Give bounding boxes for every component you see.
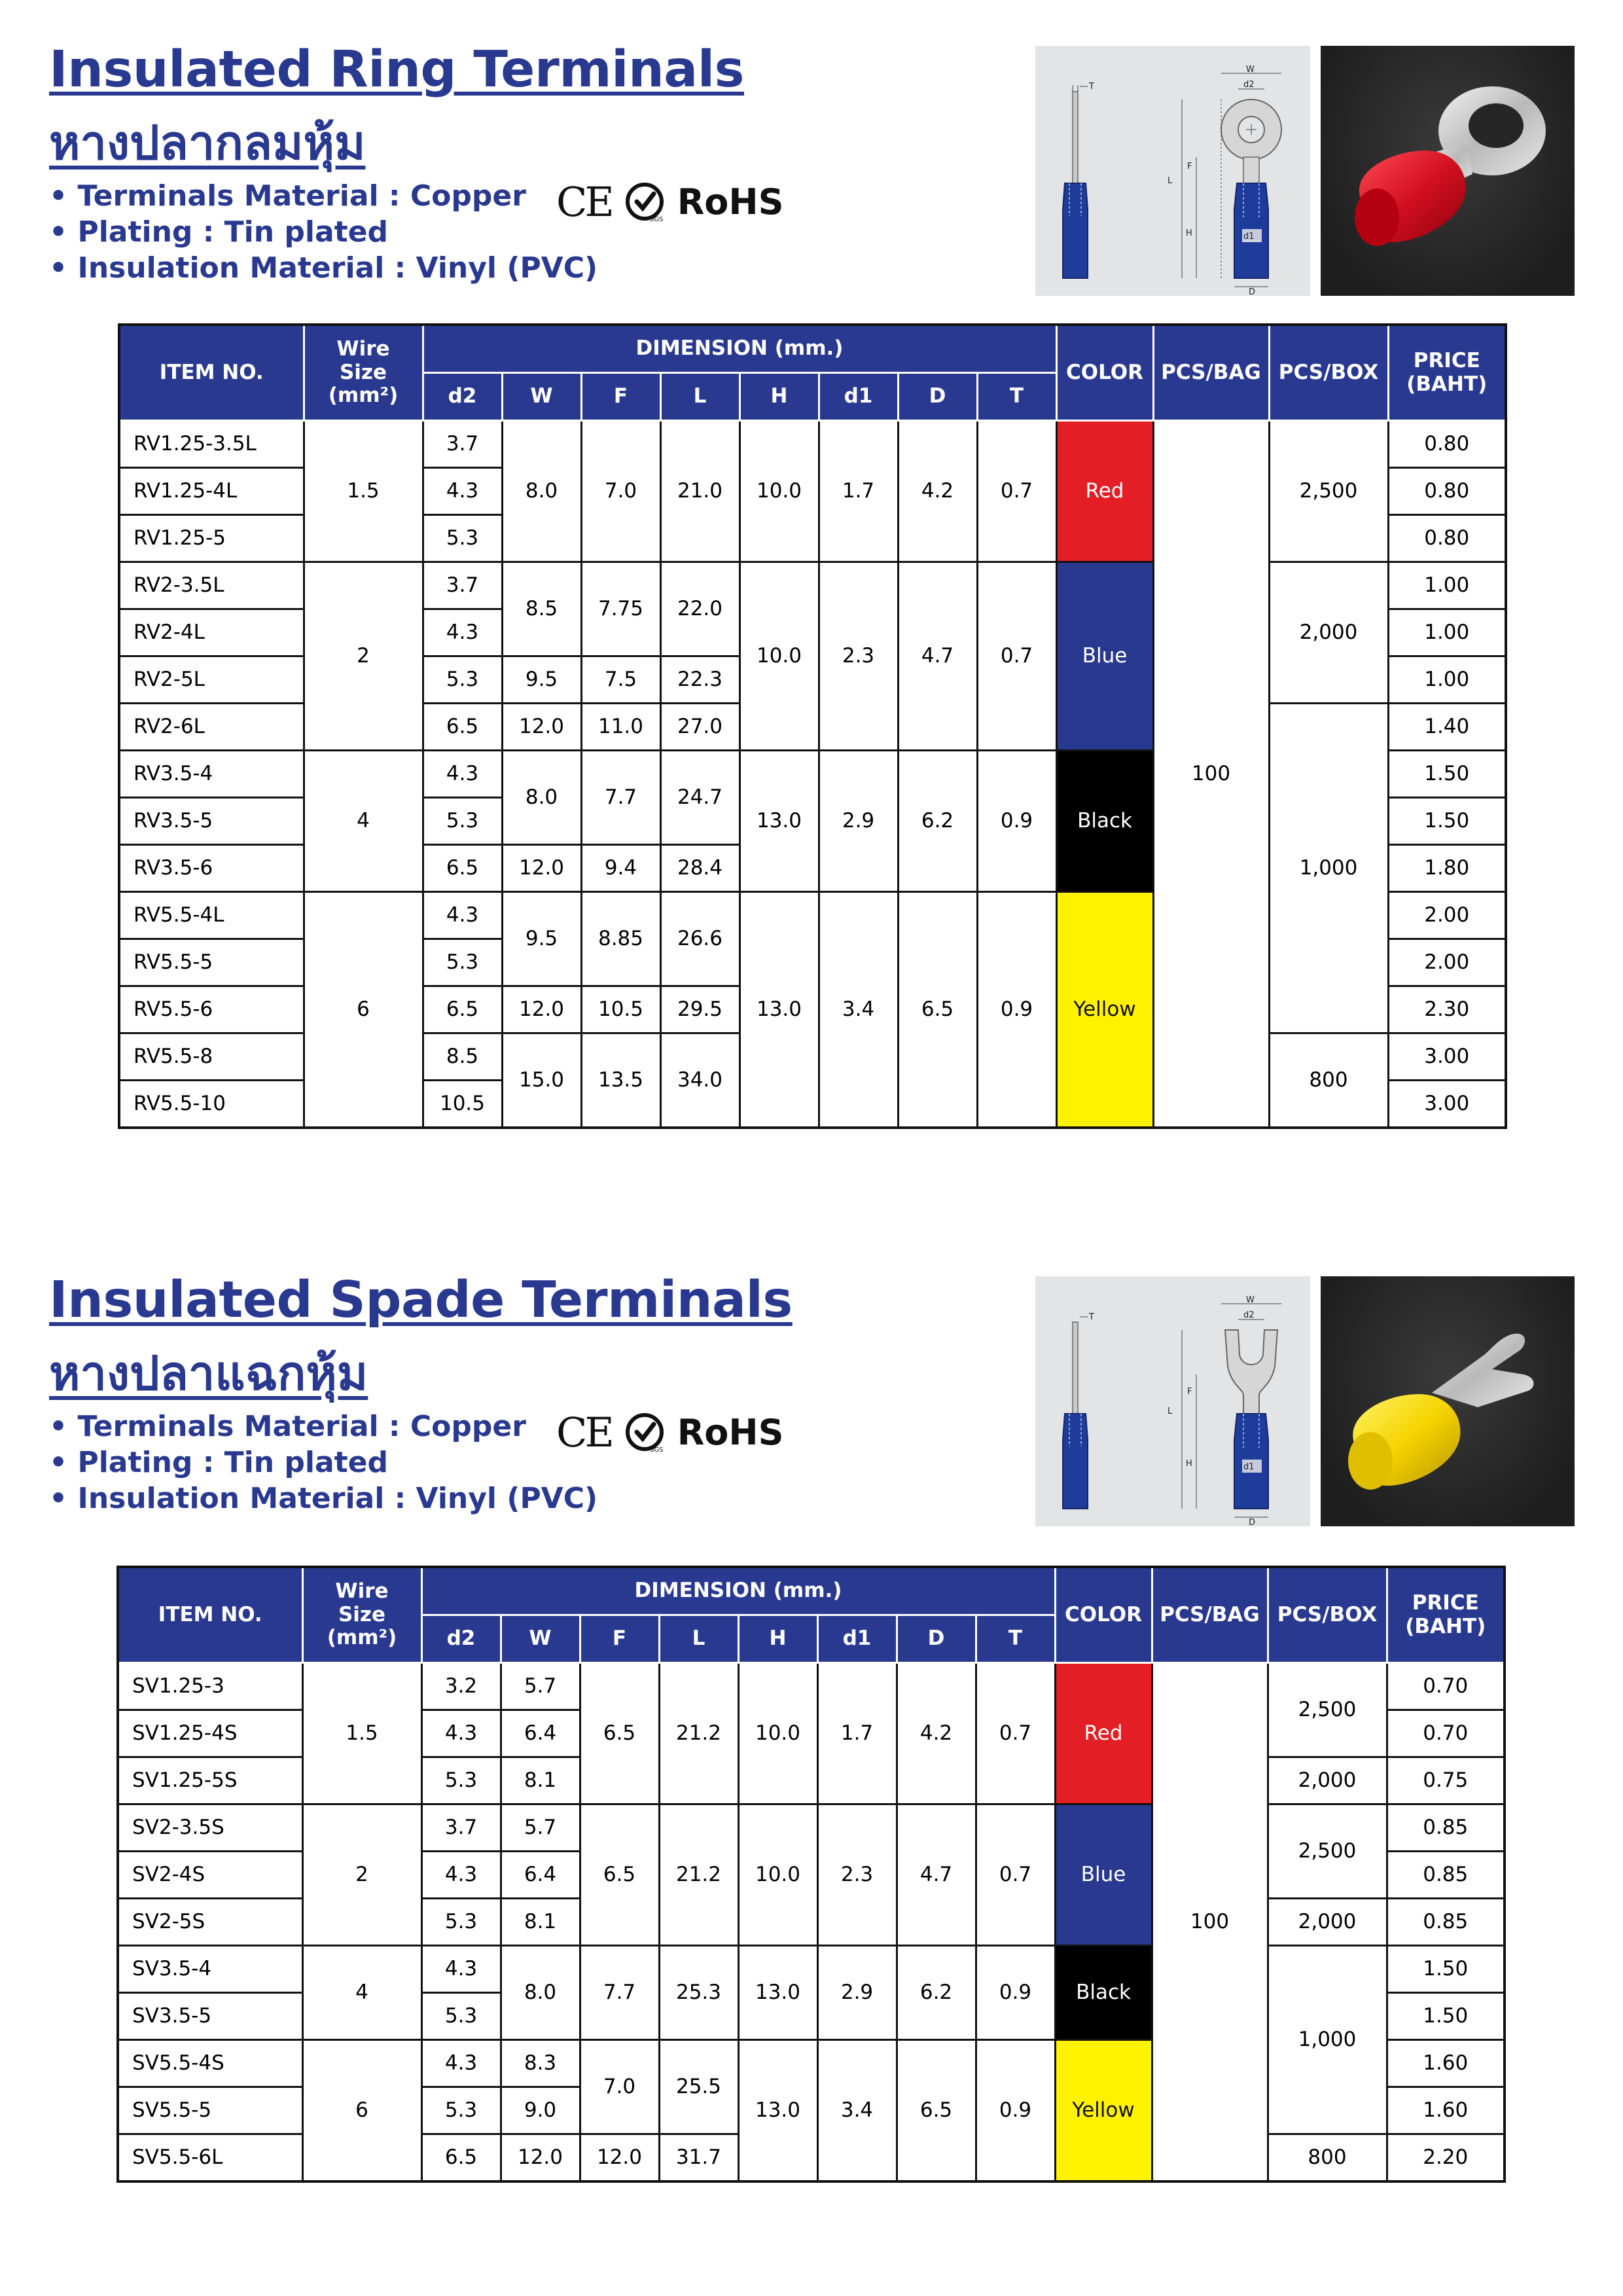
price-cell: 1.50: [1388, 798, 1506, 845]
item-no-cell: SV2-5S: [118, 1899, 302, 1946]
item-no-cell: RV2-3.5L: [119, 562, 304, 609]
header-wire-size: Wire Size (mm²): [304, 325, 423, 421]
w-cell: 6.4: [501, 1710, 580, 1757]
price-cell: 2.00: [1388, 892, 1506, 939]
d2-cell: 4.3: [423, 751, 502, 798]
wire-size-cell: 2: [304, 562, 423, 751]
item-no-cell: SV3.5-4: [118, 1946, 302, 1993]
d2-cell: 5.3: [421, 1757, 501, 1804]
f-cell: 6.5: [580, 1663, 659, 1804]
f-cell: 9.4: [581, 845, 660, 892]
d1-cell: 2.9: [819, 751, 898, 892]
price-cell: 2.30: [1388, 986, 1506, 1033]
svg-text:F: F: [1187, 1387, 1192, 1397]
d2-cell: 5.3: [421, 1993, 501, 2040]
l-cell: 29.5: [660, 986, 740, 1033]
pcs-box-cell: 2,500: [1269, 421, 1388, 562]
d2-cell: 5.3: [421, 2087, 501, 2134]
w-cell: 6.4: [501, 1852, 580, 1899]
d2-cell: 3.7: [423, 421, 502, 468]
wire-size-cell: 6: [302, 2040, 421, 2182]
price-cell: 0.85: [1387, 1852, 1505, 1899]
d1-cell: 1.7: [817, 1663, 897, 1804]
price-cell: 3.00: [1388, 1081, 1506, 1128]
h-cell: 13.0: [740, 892, 819, 1128]
item-no-cell: RV3.5-6: [119, 845, 304, 892]
t-cell: 0.9: [976, 1946, 1055, 2040]
header-t: T: [976, 1615, 1055, 1663]
t-cell: 0.7: [977, 562, 1056, 751]
price-cell: 0.80: [1388, 468, 1506, 515]
rohs-logo: RoHS: [677, 181, 784, 223]
color-cell-blue: Blue: [1056, 562, 1153, 751]
f-cell: 13.5: [581, 1033, 660, 1128]
wire-size-cell: 1.5: [304, 421, 423, 562]
header-price: PRICE (BAHT): [1387, 1567, 1505, 1663]
svg-text:L: L: [1168, 176, 1173, 186]
pcs-bag-cell: 100: [1152, 1663, 1268, 2182]
header-d2: d2: [423, 373, 502, 421]
price-cell: 0.80: [1388, 515, 1506, 562]
price-cell: 1.60: [1387, 2087, 1505, 2134]
d2-cell: 4.3: [423, 468, 502, 515]
d-cell: 6.2: [897, 1946, 976, 2040]
w-cell: 12.0: [502, 704, 581, 751]
ring-terminal-table: [118, 323, 1507, 1129]
l-cell: 25.3: [659, 1946, 738, 2040]
header-price: PRICE (BAHT): [1388, 325, 1506, 421]
header-l: L: [659, 1615, 738, 1663]
pcs-box-cell: 800: [1268, 2134, 1387, 2182]
header-d1: d1: [817, 1615, 897, 1663]
d2-cell: 6.5: [423, 704, 502, 751]
l-cell: 34.0: [660, 1033, 740, 1128]
d2-cell: 4.3: [421, 1852, 501, 1899]
f-cell: 12.0: [580, 2134, 659, 2182]
header-item-no: ITEM NO.: [118, 1567, 302, 1663]
l-cell: 22.0: [660, 562, 740, 656]
t-cell: 0.7: [977, 421, 1056, 562]
price-cell: 0.70: [1387, 1663, 1505, 1710]
d1-cell: 2.3: [817, 1804, 897, 1946]
color-cell-black: Black: [1056, 751, 1153, 892]
ce-logo: CE: [556, 177, 612, 226]
d2-cell: 4.3: [423, 892, 502, 939]
price-cell: 2.20: [1387, 2134, 1505, 2182]
d2-cell: 6.5: [423, 986, 502, 1033]
h-cell: 13.0: [738, 2040, 817, 2182]
header-l: L: [660, 373, 740, 421]
header-pcs-box: PCS/BOX: [1269, 325, 1388, 421]
f-cell: 7.7: [581, 751, 660, 845]
spade-diagram-drawing: [1035, 1276, 1310, 1526]
item-no-cell: RV3.5-5: [119, 798, 304, 845]
f-cell: 7.75: [581, 562, 660, 656]
h-cell: 10.0: [738, 1663, 817, 1804]
ring-spec-list: [49, 178, 597, 286]
w-cell: 8.0: [502, 421, 581, 562]
ring-title-en: Insulated Ring Terminals: [49, 41, 744, 99]
price-cell: 0.85: [1387, 1899, 1505, 1946]
table-row: [119, 562, 1506, 609]
item-no-cell: RV5.5-10: [119, 1081, 304, 1128]
w-cell: 15.0: [502, 1033, 581, 1128]
d2-cell: 6.5: [423, 845, 502, 892]
h-cell: 10.0: [740, 421, 819, 562]
header-h: H: [740, 373, 819, 421]
l-cell: 24.7: [660, 751, 740, 845]
header-h: H: [738, 1615, 817, 1663]
ring-diagram-drawing: [1035, 46, 1310, 296]
item-no-cell: SV5.5-5: [118, 2087, 302, 2134]
svg-text:F: F: [1187, 162, 1192, 171]
svg-text:D: D: [1249, 287, 1256, 296]
spec-insulation-material: • Insulation Material : Vinyl (PVC): [49, 250, 597, 286]
d2-cell: 5.3: [421, 1899, 501, 1946]
header-d: D: [897, 1615, 976, 1663]
item-no-cell: SV3.5-5: [118, 1993, 302, 2040]
wire-size-cell: 6: [304, 892, 423, 1128]
l-cell: 28.4: [660, 845, 740, 892]
wire-size-cell: 4: [304, 751, 423, 892]
d-cell: 6.5: [898, 892, 977, 1128]
svg-text:H: H: [1186, 228, 1192, 238]
price-cell: 3.00: [1388, 1033, 1506, 1081]
header-item-no: ITEM NO.: [119, 325, 304, 421]
price-cell: 0.70: [1387, 1710, 1505, 1757]
d1-cell: 2.9: [817, 1946, 897, 2040]
color-cell-yellow: Yellow: [1056, 892, 1153, 1128]
d-cell: 4.7: [898, 562, 977, 751]
l-cell: 27.0: [660, 704, 740, 751]
t-cell: 0.9: [976, 2040, 1055, 2182]
d2-cell: 4.3: [423, 609, 502, 656]
d2-cell: 3.2: [421, 1663, 501, 1710]
price-cell: 1.80: [1388, 845, 1506, 892]
pcs-box-cell: 1,000: [1269, 704, 1388, 1033]
h-cell: 10.0: [738, 1804, 817, 1946]
d2-cell: 4.3: [421, 2040, 501, 2087]
svg-text:SGS: SGS: [649, 1446, 664, 1453]
color-cell-red: Red: [1056, 421, 1153, 562]
spec-terminal-material: • Terminals Material : Copper: [49, 178, 597, 214]
d1-cell: 1.7: [819, 421, 898, 562]
header-pcs-box: PCS/BOX: [1268, 1567, 1387, 1663]
spec-terminal-material: • Terminals Material : Copper: [49, 1408, 597, 1444]
price-cell: 1.50: [1387, 1993, 1505, 2040]
item-no-cell: RV2-4L: [119, 609, 304, 656]
w-cell: 12.0: [502, 986, 581, 1033]
price-cell: 1.00: [1388, 656, 1506, 704]
t-cell: 0.7: [976, 1663, 1055, 1804]
item-no-cell: RV5.5-8: [119, 1033, 304, 1081]
item-no-cell: RV5.5-4L: [119, 892, 304, 939]
pcs-box-cell: 2,000: [1269, 562, 1388, 704]
t-cell: 0.7: [976, 1804, 1055, 1946]
f-cell: 7.0: [580, 2040, 659, 2134]
d2-cell: 5.3: [423, 798, 502, 845]
price-cell: 0.75: [1387, 1757, 1505, 1804]
price-cell: 1.40: [1388, 704, 1506, 751]
item-no-cell: RV2-6L: [119, 704, 304, 751]
price-cell: 1.50: [1387, 1946, 1505, 1993]
header-f: F: [580, 1615, 659, 1663]
l-cell: 31.7: [659, 2134, 738, 2182]
item-no-cell: RV2-5L: [119, 656, 304, 704]
d-cell: 4.7: [897, 1804, 976, 1946]
certification-logos: [556, 1406, 783, 1458]
table-row: [118, 1946, 1505, 1993]
d-cell: 6.2: [898, 751, 977, 892]
spec-plating: • Plating : Tin plated: [49, 214, 597, 250]
pcs-bag-cell: 100: [1153, 421, 1269, 1128]
svg-text:T: T: [1089, 82, 1094, 92]
header-color: COLOR: [1055, 1567, 1152, 1663]
t-cell: 0.9: [977, 751, 1056, 892]
w-cell: 8.5: [502, 562, 581, 656]
svg-text:d1: d1: [1243, 1462, 1255, 1472]
w-cell: 8.3: [501, 2040, 580, 2087]
header-d2: d2: [421, 1615, 501, 1663]
pcs-box-cell: 800: [1269, 1033, 1388, 1128]
l-cell: 21.2: [659, 1663, 738, 1804]
l-cell: 26.6: [660, 892, 740, 986]
ce-logo: CE: [556, 1408, 612, 1456]
w-cell: 8.1: [501, 1757, 580, 1804]
w-cell: 12.0: [501, 2134, 580, 2182]
d-cell: 4.2: [897, 1663, 976, 1804]
d2-cell: 10.5: [423, 1081, 502, 1128]
f-cell: 8.85: [581, 892, 660, 986]
spade-spec-list: [49, 1408, 597, 1516]
d2-cell: 4.3: [421, 1710, 501, 1757]
ring-title-th: หางปลากลมหุ้ม: [49, 115, 366, 170]
wire-size-cell: 2: [302, 1804, 421, 1946]
header-d: D: [898, 373, 977, 421]
h-cell: 13.0: [738, 1946, 817, 2040]
price-cell: 2.00: [1388, 939, 1506, 986]
table-row: [118, 1663, 1505, 1710]
t-cell: 0.9: [977, 892, 1056, 1128]
item-no-cell: RV5.5-5: [119, 939, 304, 986]
price-cell: 1.00: [1388, 562, 1506, 609]
d2-cell: 8.5: [423, 1033, 502, 1081]
header-w: W: [502, 373, 581, 421]
w-cell: 8.1: [501, 1899, 580, 1946]
d2-cell: 3.7: [421, 1804, 501, 1852]
header-pcs-bag: PCS/BAG: [1152, 1567, 1268, 1663]
spade-terminals-section: [0, 1230, 1623, 2296]
spec-plating: • Plating : Tin plated: [49, 1444, 597, 1480]
item-no-cell: SV5.5-6L: [118, 2134, 302, 2182]
d-cell: 6.5: [897, 2040, 976, 2182]
d2-cell: 6.5: [421, 2134, 501, 2182]
ring-terminal-photo: [1321, 46, 1575, 296]
price-cell: 0.85: [1387, 1804, 1505, 1852]
f-cell: 11.0: [581, 704, 660, 751]
header-w: W: [501, 1615, 580, 1663]
svg-text:W: W: [1246, 65, 1255, 75]
d2-cell: 5.3: [423, 656, 502, 704]
d2-cell: 4.3: [421, 1946, 501, 1993]
table-row: [119, 421, 1506, 468]
item-no-cell: SV2-3.5S: [118, 1804, 302, 1852]
f-cell: 7.5: [581, 656, 660, 704]
d2-cell: 5.3: [423, 939, 502, 986]
price-cell: 1.60: [1387, 2040, 1505, 2087]
w-cell: 9.0: [501, 2087, 580, 2134]
item-no-cell: SV5.5-4S: [118, 2040, 302, 2087]
ring-terminal-image: [1321, 46, 1575, 296]
price-cell: 0.80: [1388, 421, 1506, 468]
h-cell: 10.0: [740, 562, 819, 751]
h-cell: 13.0: [740, 751, 819, 892]
f-cell: 7.7: [580, 1946, 659, 2040]
color-cell-black: Black: [1055, 1946, 1152, 2040]
f-cell: 7.0: [581, 421, 660, 562]
svg-text:SGS: SGS: [649, 216, 664, 223]
certification-logos: [556, 175, 783, 228]
item-no-cell: RV1.25-4L: [119, 468, 304, 515]
item-no-cell: SV1.25-5S: [118, 1757, 302, 1804]
w-cell: 9.5: [502, 656, 581, 704]
price-cell: 1.00: [1388, 609, 1506, 656]
sgs-logo-icon: [624, 181, 666, 223]
item-no-cell: RV1.25-3.5L: [119, 421, 304, 468]
rohs-logo: RoHS: [677, 1411, 784, 1453]
d-cell: 4.2: [898, 421, 977, 562]
svg-text:H: H: [1186, 1459, 1192, 1469]
header-dimension: DIMENSION (mm.): [421, 1567, 1055, 1615]
d1-cell: 2.3: [819, 562, 898, 751]
ring-dimension-diagram: [1035, 46, 1310, 296]
w-cell: 5.7: [501, 1663, 580, 1710]
w-cell: 8.0: [502, 751, 581, 845]
l-cell: 22.3: [660, 656, 740, 704]
spade-terminal-photo: [1321, 1276, 1575, 1526]
header-t: T: [977, 373, 1056, 421]
d2-cell: 3.7: [423, 562, 502, 609]
w-cell: 12.0: [502, 845, 581, 892]
l-cell: 21.0: [660, 421, 740, 562]
wire-size-cell: 1.5: [302, 1663, 421, 1804]
color-cell-blue: Blue: [1055, 1804, 1152, 1946]
color-cell-yellow: Yellow: [1055, 2040, 1152, 2182]
pcs-box-cell: 2,500: [1268, 1804, 1387, 1899]
color-cell-red: Red: [1055, 1663, 1152, 1804]
item-no-cell: SV1.25-4S: [118, 1710, 302, 1757]
item-no-cell: SV2-4S: [118, 1852, 302, 1899]
f-cell: 6.5: [580, 1804, 659, 1946]
svg-text:D: D: [1249, 1518, 1256, 1526]
wire-size-cell: 4: [302, 1946, 421, 2040]
spade-title-en: Insulated Spade Terminals: [49, 1271, 793, 1329]
header-dimension: DIMENSION (mm.): [423, 325, 1056, 373]
pcs-box-cell: 2,000: [1268, 1757, 1387, 1804]
d1-cell: 3.4: [819, 892, 898, 1128]
w-cell: 5.7: [501, 1804, 580, 1852]
item-no-cell: RV5.5-6: [119, 986, 304, 1033]
w-cell: 8.0: [501, 1946, 580, 2040]
spade-terminal-image: [1321, 1276, 1575, 1526]
spec-insulation-material: • Insulation Material : Vinyl (PVC): [49, 1480, 597, 1516]
table-row: [118, 1804, 1505, 1852]
w-cell: 9.5: [502, 892, 581, 986]
header-pcs-bag: PCS/BAG: [1153, 325, 1269, 421]
item-no-cell: RV1.25-5: [119, 515, 304, 562]
item-no-cell: RV3.5-4: [119, 751, 304, 798]
pcs-box-cell: 1,000: [1268, 1946, 1387, 2134]
pcs-box-cell: 2,000: [1268, 1899, 1387, 1946]
svg-text:L: L: [1168, 1407, 1173, 1416]
item-no-cell: SV1.25-3: [118, 1663, 302, 1710]
header-d1: d1: [819, 373, 898, 421]
l-cell: 25.5: [659, 2040, 738, 2134]
spade-dimension-diagram: [1035, 1276, 1310, 1526]
svg-text:T: T: [1089, 1312, 1094, 1322]
d2-cell: 5.3: [423, 515, 502, 562]
svg-text:W: W: [1246, 1295, 1255, 1305]
pcs-box-cell: 2,500: [1268, 1663, 1387, 1757]
svg-text:d1: d1: [1243, 232, 1255, 242]
header-f: F: [581, 373, 660, 421]
svg-text:d2: d2: [1243, 80, 1255, 90]
l-cell: 21.2: [659, 1804, 738, 1946]
spade-terminal-table: [116, 1566, 1506, 2183]
spade-title-th: หางปลาแฉกหุ้ม: [49, 1346, 368, 1401]
sgs-logo-icon: [624, 1411, 666, 1453]
f-cell: 10.5: [581, 986, 660, 1033]
header-color: COLOR: [1056, 325, 1153, 421]
d1-cell: 3.4: [817, 2040, 897, 2182]
price-cell: 1.50: [1388, 751, 1506, 798]
header-wire-size: Wire Size (mm²): [302, 1567, 421, 1663]
svg-text:d2: d2: [1243, 1310, 1255, 1320]
